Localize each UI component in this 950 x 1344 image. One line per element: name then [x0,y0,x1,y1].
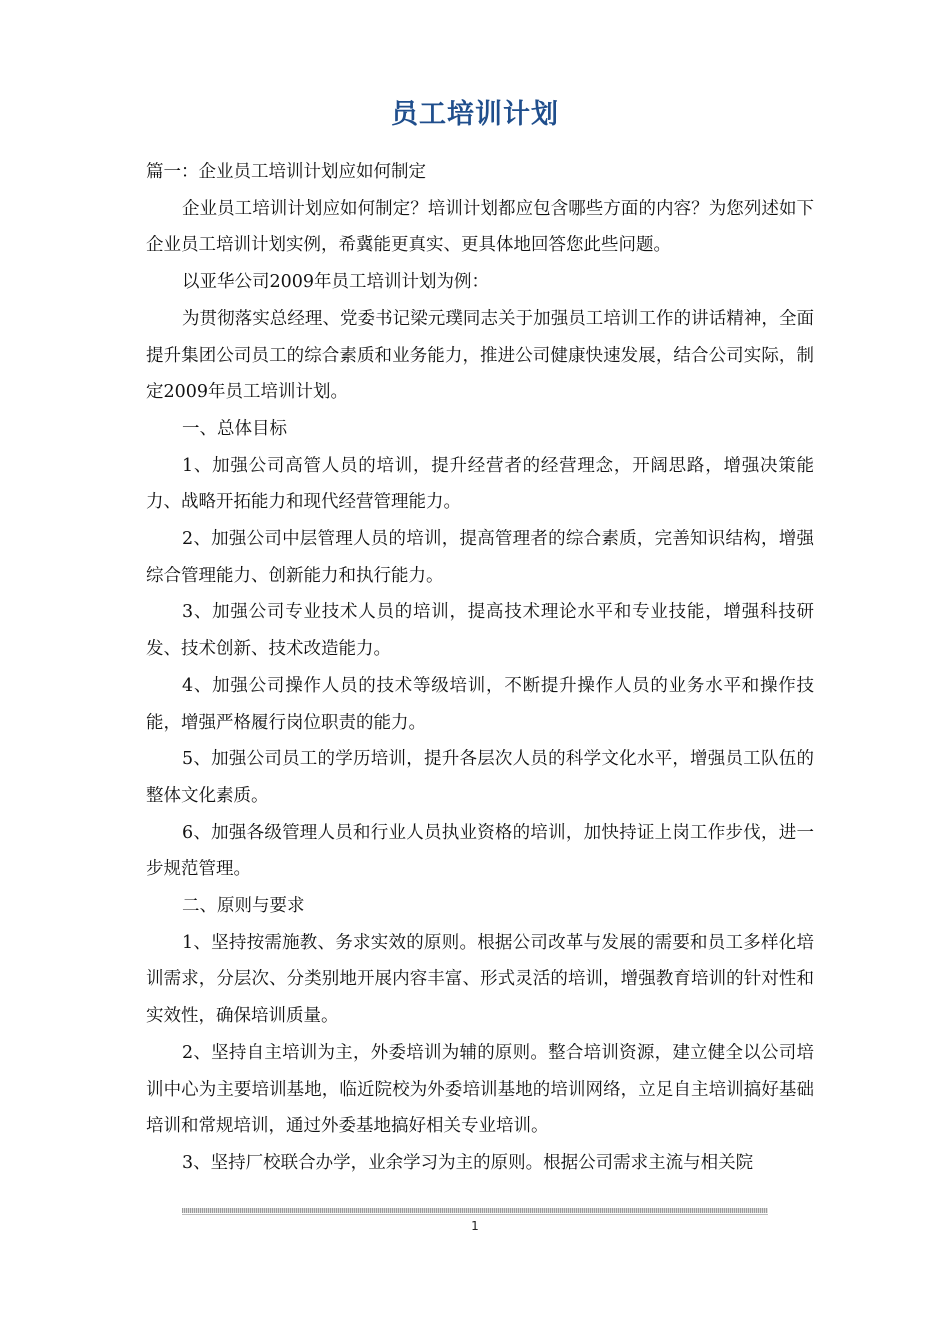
body-paragraph: 企业员工培训计划应如何制定？培训计划都应包含哪些方面的内容？为您列述如下企业员工培训计划实例，希冀能更真实、更具体地回答您此些问题。 [146,198,814,256]
document-title: 员工培训计划 [391,99,559,130]
list-item: 3、坚持厂校联合办学，业余学习为主的原则。根据公司需求主流与相关院 [182,1152,754,1173]
subsection-heading: 二、原则与要求 [182,896,305,917]
body-paragraph: 为贯彻落实总经理、党委书记梁元璞同志关于加强员工培训工作的讲话精神，全面提升集团公司员工的综合素质和业务能力，推进公司健康快速发展，结合公司实际，制定2009年员工培训计划。 [146,308,814,403]
list-item: 6、加强各级管理人员和行业人员执业资格的培训，加快持证上岗工作步伐，进一步规范管理。 [146,822,814,880]
section-heading: 篇一：企业员工培训计划应如何制定 [146,162,426,182]
list-item: 5、加强公司员工的学历培训，提升各层次人员的科学文化水平，增强员工队伍的整体文化素质。 [146,749,814,806]
document-body [146,154,814,1182]
footer-divider [182,1208,768,1213]
list-item: 2、加强公司中层管理人员的培训，提高管理者的综合素质，完善知识结构，增强综合管理能力、创新能力和执行能力。 [146,529,814,586]
list-item: 4、加强公司操作人员的技术等级培训，不断提升操作人员的业务水平和操作技能，增强严格履行岗位职责的能力。 [146,675,814,733]
subsection-heading: 一、总体目标 [182,418,287,439]
list-item: 3、加强公司专业技术人员的培训，提高技术理论水平和专业技能，增强科技研发、技术创新、技术改造能力。 [146,602,814,660]
list-item: 2、坚持自主培训为主，外委培训为辅的原则。整合培训资源，建立健全以公司培训中心为主要培训基地，临近院校为外委培训基地的培训网络，立足自主培训搞好基础培训和常规培训，通过外委基地搞好相关专业培训。 [146,1042,814,1137]
page-number: 1 [471,1219,479,1233]
body-paragraph: 以亚华公司2009年员工培训计划为例： [182,272,490,293]
list-item: 1、坚持按需施教、务求实效的原则。根据公司改革与发展的需要和员工多样化培训需求，分层次、分类别地开展内容丰富、形式灵活的培训，增强教育培训的针对性和实效性，确保培训质量。 [146,932,814,1027]
list-item: 1、加强公司高管人员的培训，提升经营者的经营理念，开阔思路，增强决策能力、战略开拓能力和现代经营管理能力。 [146,455,814,513]
